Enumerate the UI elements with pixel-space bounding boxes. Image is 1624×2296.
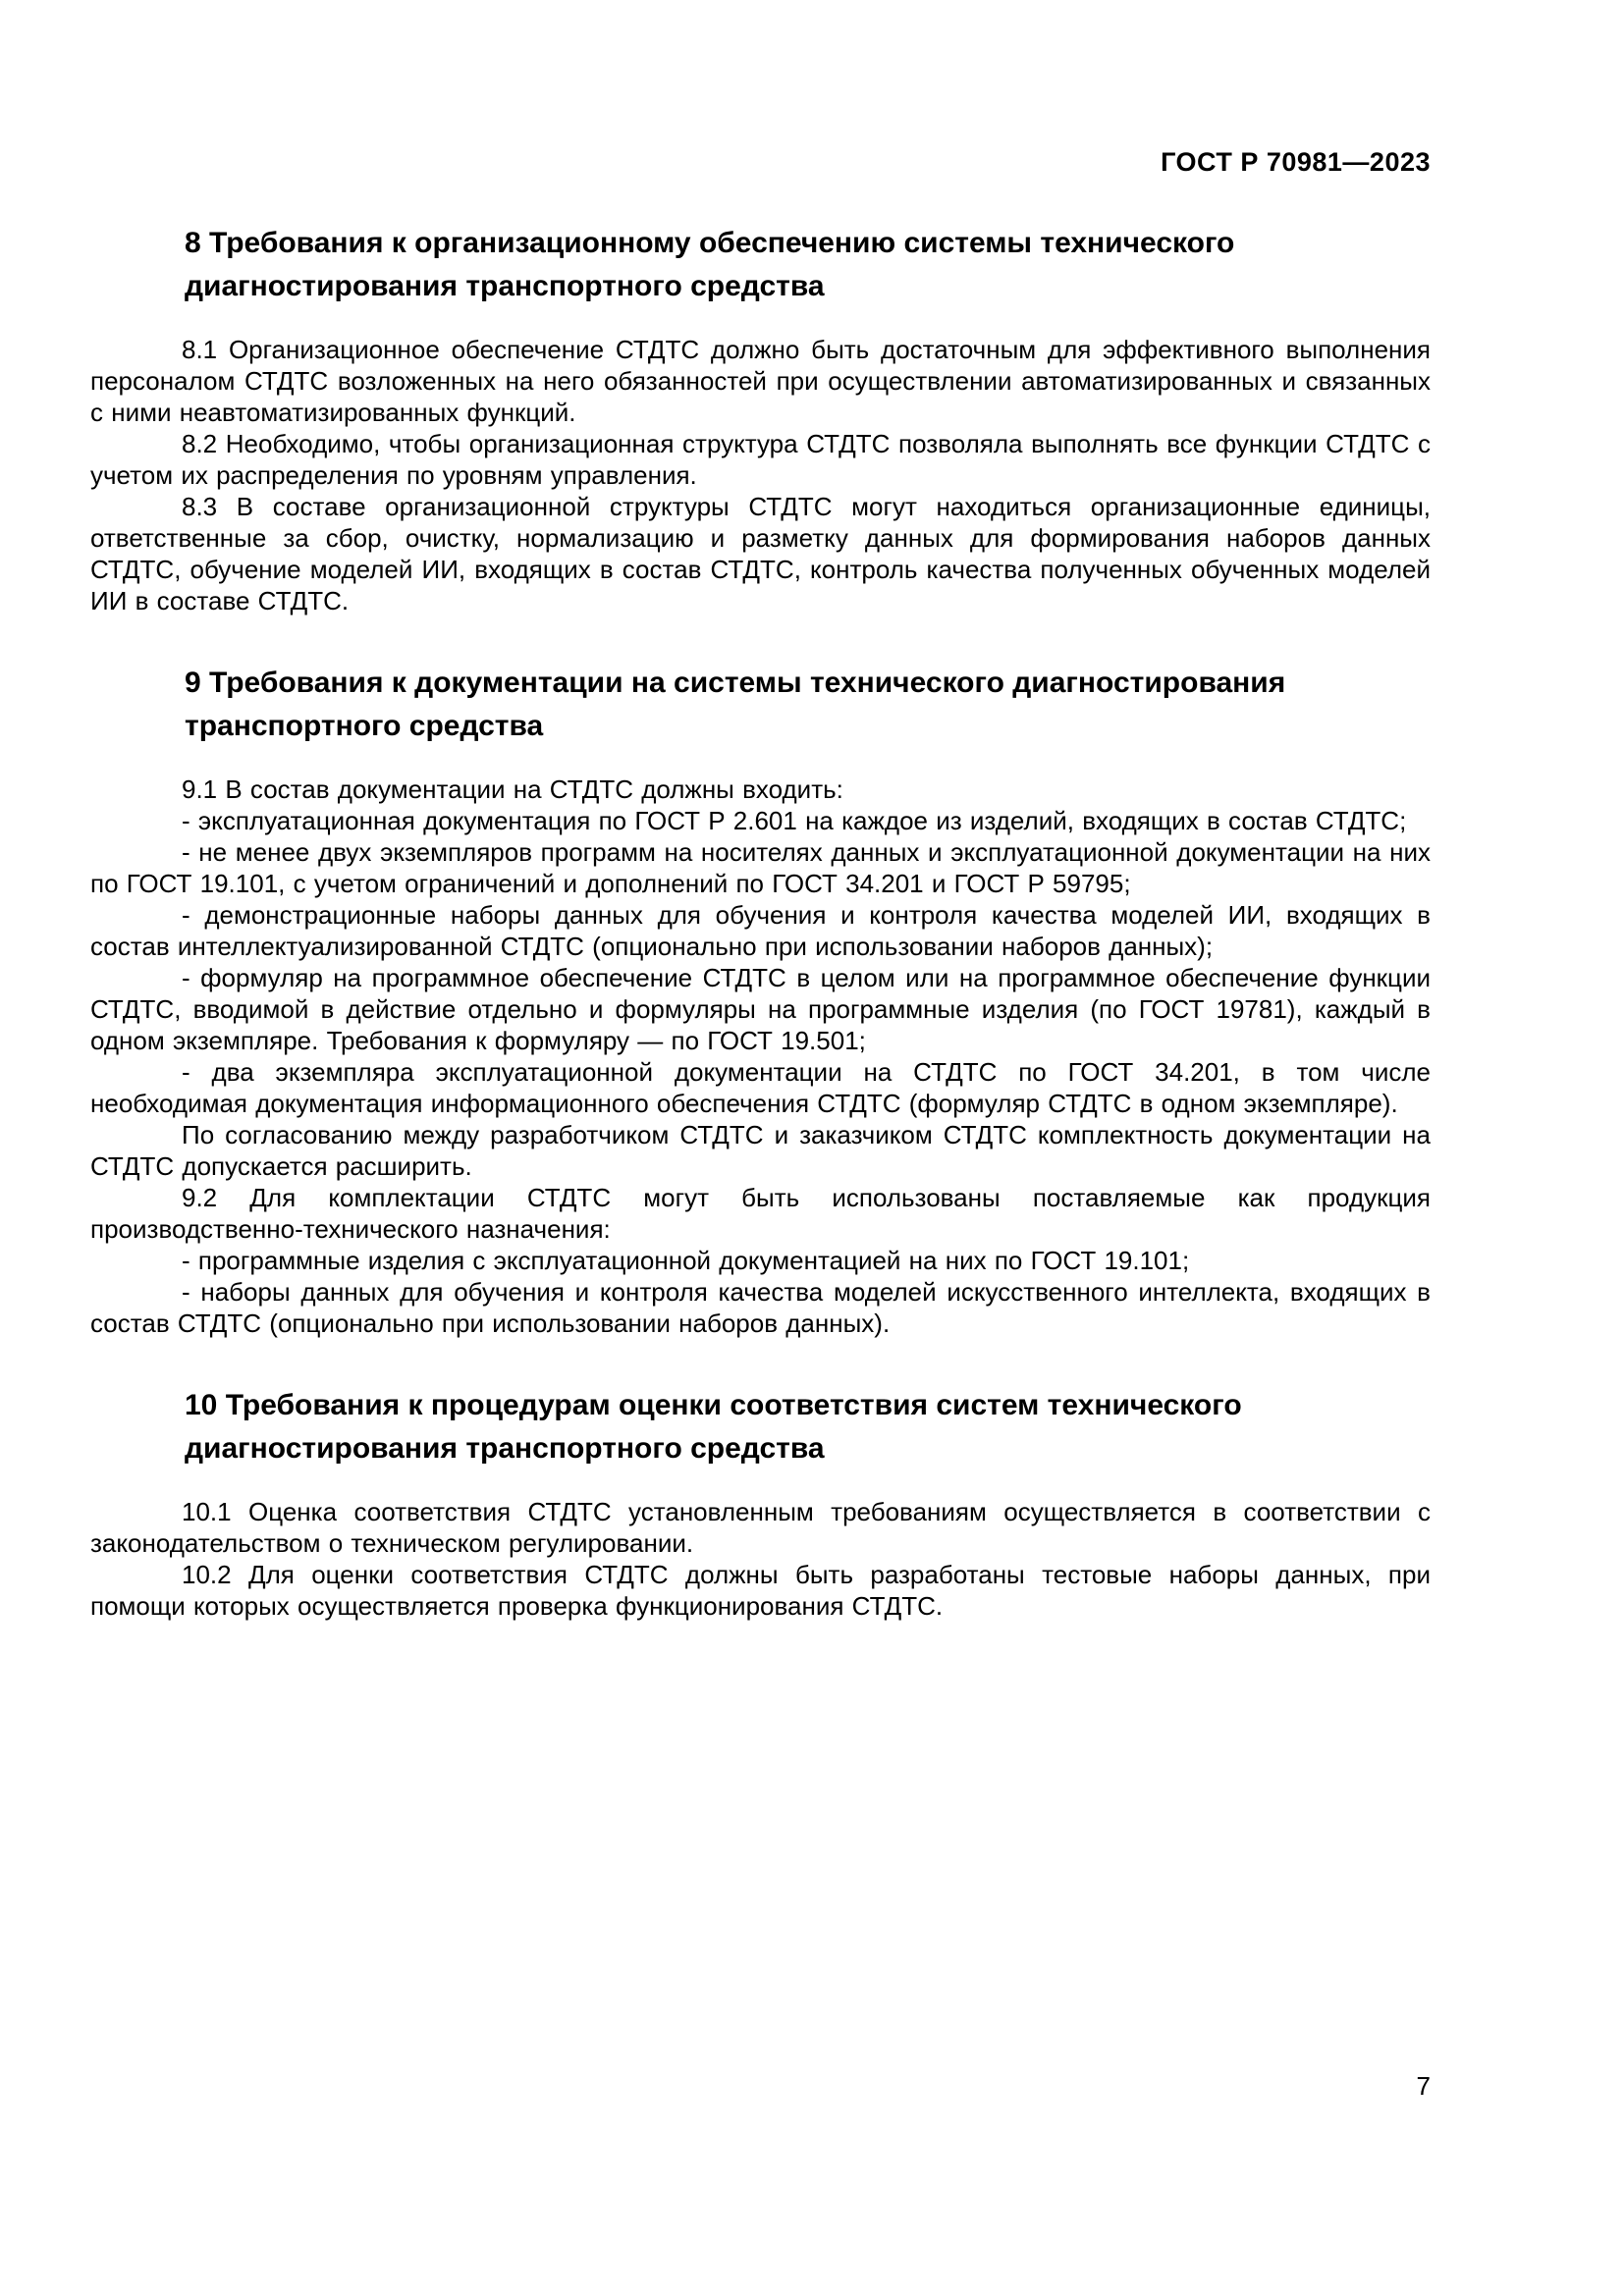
- page-number: 7: [1416, 2071, 1431, 2101]
- section-8-heading: 8 Требования к организационному обеспечению системы технического диагностирования транспортного средства: [185, 227, 1235, 302]
- paragraph-8-1: 8.1 Организационное обеспечение СТДТС должно быть достаточным для эффективного выполнения персоналом СТДТС возложенных на него обязанностей при осуществлении автоматизированных и связанных с ними неавтоматизированных функций.: [90, 335, 1431, 427]
- running-head: ГОСТ Р 70981—2023: [1161, 147, 1431, 177]
- list-item-doc-copies: - два экземпляра эксплуатационной документации на СТДТС по ГОСТ 34.201, в том числе необходимая документация информационного обеспечения СТДТС (формуляр СТДТС в одном экземпляре).: [90, 1057, 1431, 1118]
- list-item-operational-docs: - эксплуатационная документация по ГОСТ Р 2.601 на каждое из изделий, входящих в состав СТДТС;: [182, 806, 1407, 835]
- paragraph-9-2: 9.2 Для комплектации СТДТС могут быть использованы поставляемые как продукция производственно-технического назначения:: [90, 1183, 1431, 1244]
- list-item-program-copies: - не менее двух экземпляров программ на носителях данных и эксплуатационной документации на них по ГОСТ 19.101, с учетом ограничений и дополнений по ГОСТ 34.201 и ГОСТ Р 59795;: [90, 837, 1431, 898]
- paragraph-9-1: 9.1 В состав документации на СТДТС должны входить:: [182, 774, 843, 804]
- list-item-software-products: - программные изделия с эксплуатационной документацией на них по ГОСТ 19.101;: [182, 1246, 1190, 1275]
- list-item-ai-datasets: - наборы данных для обучения и контроля качества моделей искусственного интеллекта, входящих в состав СТДТС (опционально при использовании наборов данных).: [90, 1277, 1431, 1338]
- section-9: [90, 662, 1431, 1339]
- paragraph-10-1: 10.1 Оценка соответствия СТДТС установленным требованиям осуществляется в соответствии с законодательством о техническом регулировании.: [90, 1497, 1431, 1558]
- section-8: [90, 222, 1431, 616]
- paragraph-10-2: 10.2 Для оценки соответствия СТДТС должны быть разработаны тестовые наборы данных, при помощи которых осуществляется проверка функционирования СТДТС.: [90, 1560, 1431, 1621]
- paragraph-8-3: 8.3 В составе организационной структуры СТДТС могут находиться организационные единицы, ответственные за сбор, очистку, нормализацию и разметку данных для формирования наборов данных СТДТС, обучение моделей ИИ, входящих в состав СТДТС, контроль качества полученных обученных моделей ИИ в составе СТДТС.: [90, 492, 1431, 615]
- section-10-heading: 10 Требования к процедурам оценки соответствия систем технического диагностирования транспортного средства: [185, 1389, 1242, 1465]
- section-10: [90, 1384, 1431, 1622]
- paragraph-agreement: По согласованию между разработчиком СТДТС и заказчиком СТДТС комплектность документации на СТДТС допускается расширить.: [90, 1120, 1431, 1181]
- list-item-software-form: - формуляр на программное обеспечение СТДТС в целом или на программное обеспечение функции СТДТС, вводимой в действие отдельно и формуляры на программные изделия (по ГОСТ 19781), каждый в одном экземпляре. Требования к формуляру — по ГОСТ 19.501;: [90, 963, 1431, 1055]
- list-item-demo-datasets: - демонстрационные наборы данных для обучения и контроля качества моделей ИИ, входящих в состав интеллектуализированной СТДТС (опционально при использовании наборов данных);: [90, 900, 1431, 961]
- paragraph-8-2: 8.2 Необходимо, чтобы организационная структура СТДТС позволяла выполнять все функции СТДТС с учетом их распределения по уровням управления.: [90, 429, 1431, 490]
- section-9-heading: 9 Требования к документации на системы технического диагностирования транспортного средства: [185, 667, 1286, 742]
